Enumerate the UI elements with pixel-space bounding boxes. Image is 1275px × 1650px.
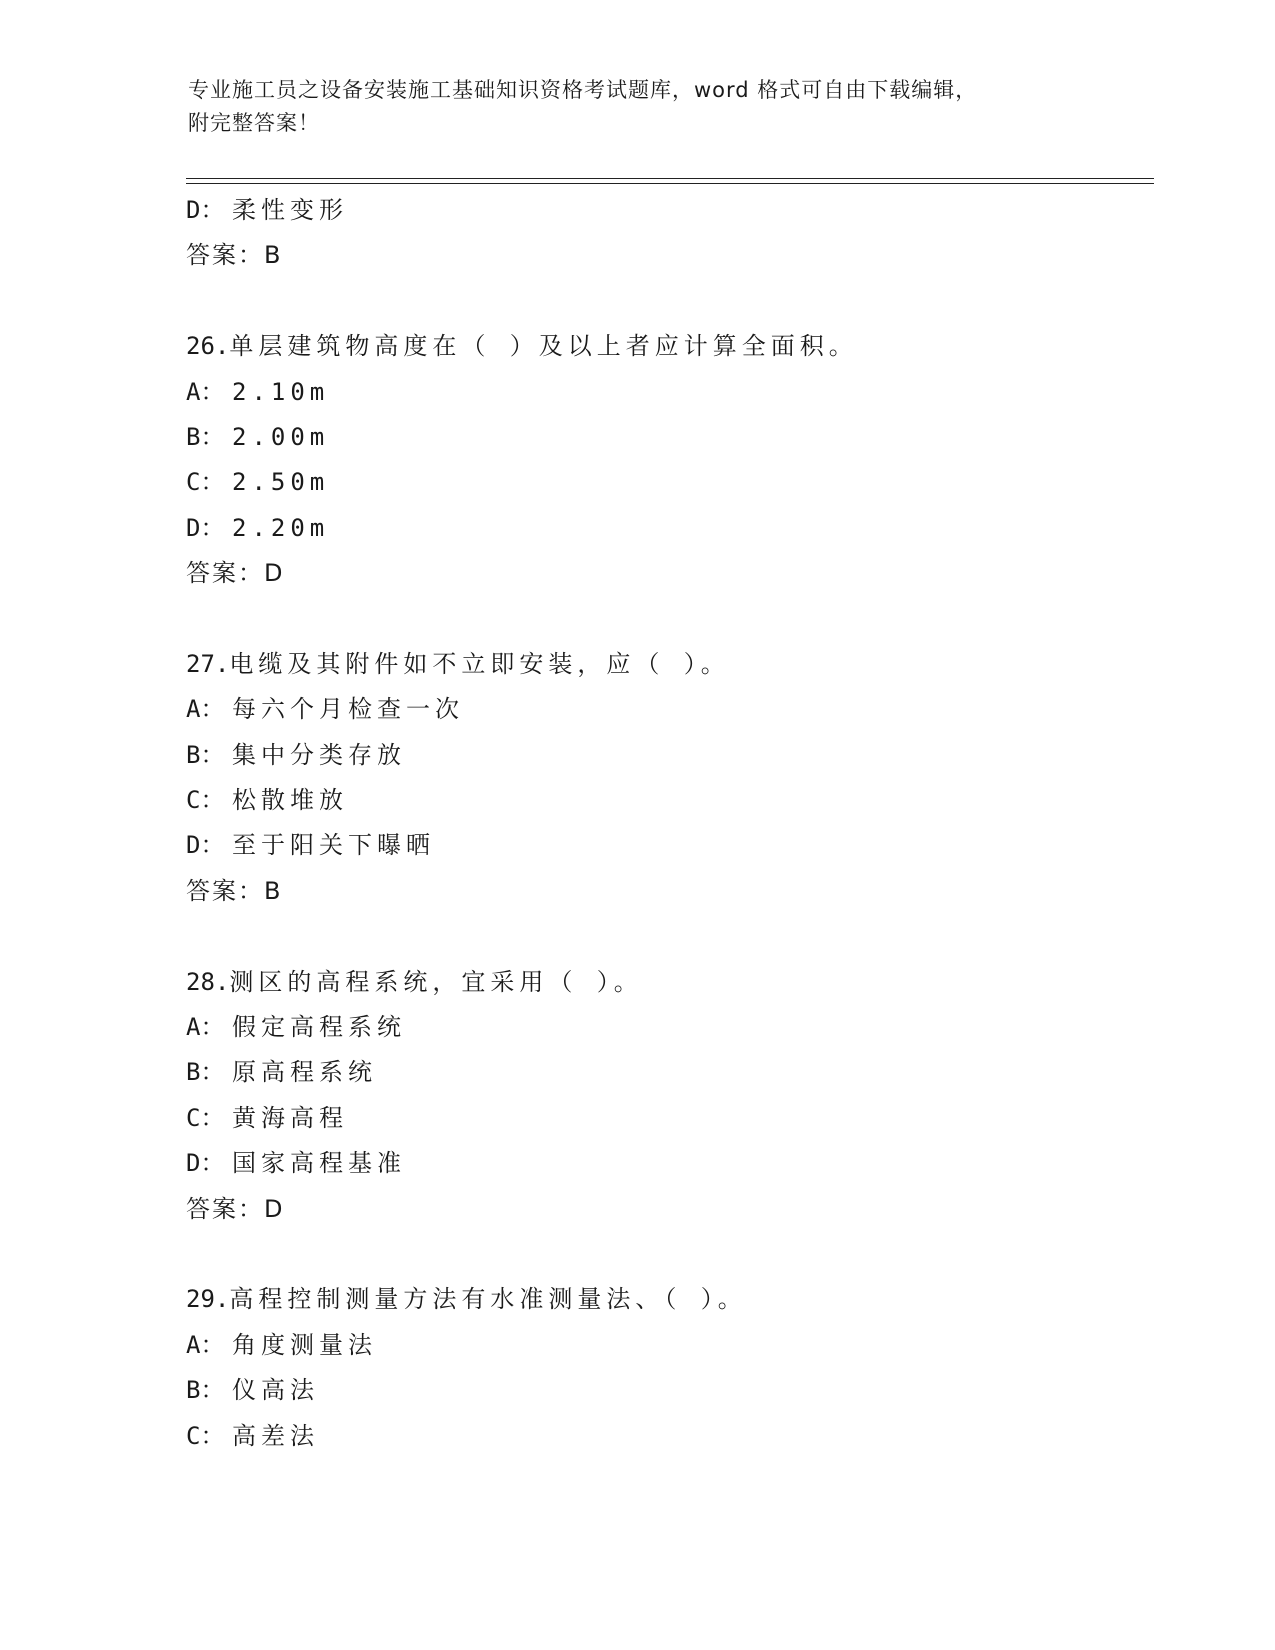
option-text: 2.20m [232, 513, 330, 542]
option-c [186, 1096, 1146, 1141]
option-label: C： [186, 1421, 225, 1450]
option-label: D： [186, 196, 225, 224]
question-number: 27. [186, 649, 230, 678]
option-text: 仪高法 [232, 1376, 319, 1405]
option-text: 假定高程系统 [232, 1013, 406, 1042]
option-c [186, 1414, 1146, 1459]
spacer [186, 1232, 1146, 1277]
option-label: A： [186, 1013, 225, 1042]
option-a [186, 1323, 1146, 1368]
option-b [186, 733, 1146, 778]
option-label: A： [186, 695, 225, 724]
option-label: C： [186, 786, 225, 815]
option-a [186, 687, 1146, 732]
option-label: B： [186, 1058, 225, 1087]
question-text: 高程控制测量方法有水准测量法、（ ）。 [229, 1285, 747, 1314]
option-b [186, 1368, 1146, 1413]
spacer [186, 597, 1146, 642]
question-number: 29. [186, 1285, 230, 1314]
option-label: C： [186, 1103, 225, 1132]
header-line-1: 专业施工员之设备安装施工基础知识资格考试题库，word 格式可自由下载编辑， [188, 78, 978, 102]
option-text: 角度测量法 [232, 1330, 377, 1359]
header-rule-top [186, 178, 1154, 179]
option-text: 松散堆放 [232, 786, 348, 815]
option-a [186, 370, 1146, 415]
option-text: 2.10m [232, 377, 330, 406]
question-stem [186, 960, 1146, 1005]
question-text: 单层建筑物高度在（ ）及以上者应计算全面积。 [229, 332, 858, 361]
answer-line: 答案：B [186, 241, 283, 270]
option-a [186, 1005, 1146, 1050]
option-label: B： [186, 422, 225, 451]
question-list [186, 188, 1146, 1459]
option-c [186, 460, 1146, 505]
question-text: 测区的高程系统，宜采用（ ）。 [229, 967, 643, 996]
option-d [186, 188, 1146, 233]
option-label: C： [186, 468, 225, 497]
option-text: 黄海高程 [232, 1103, 348, 1132]
spacer [186, 914, 1146, 959]
spacer [186, 279, 1146, 324]
question-number: 28. [186, 967, 230, 996]
question-number: 26. [186, 332, 230, 361]
option-label: B： [186, 740, 225, 769]
option-label: A： [186, 377, 225, 406]
option-label: D： [186, 831, 225, 860]
option-label: A： [186, 1330, 225, 1359]
answer-line: 答案：D [186, 559, 285, 588]
header-rule-bottom [186, 183, 1154, 184]
option-text: 国家高程基准 [232, 1149, 406, 1178]
option-text: 柔性变形 [232, 196, 348, 224]
question-text: 电缆及其附件如不立即安装，应（ ）。 [229, 649, 730, 678]
question-stem [186, 1277, 1146, 1322]
option-text: 每六个月检查一次 [232, 695, 464, 724]
document-header [188, 74, 1068, 140]
option-d [186, 506, 1146, 551]
header-line-2: 附完整答案！ [188, 111, 320, 135]
option-label: D： [186, 513, 225, 542]
option-text: 2.00m [232, 422, 330, 451]
option-label: D： [186, 1149, 225, 1178]
option-b [186, 415, 1146, 460]
option-text: 2.50m [232, 468, 330, 497]
option-text: 至于阳关下曝晒 [232, 831, 435, 860]
option-c [186, 778, 1146, 823]
answer-line: 答案：D [186, 1194, 285, 1223]
option-b [186, 1050, 1146, 1095]
question-stem [186, 642, 1146, 687]
option-text: 原高程系统 [232, 1058, 377, 1087]
question-stem [186, 324, 1146, 369]
option-text: 集中分类存放 [232, 740, 406, 769]
option-text: 高差法 [232, 1421, 319, 1450]
option-d [186, 823, 1146, 868]
option-d [186, 1141, 1146, 1186]
answer-line: 答案：B [186, 876, 283, 905]
option-label: B： [186, 1376, 225, 1405]
